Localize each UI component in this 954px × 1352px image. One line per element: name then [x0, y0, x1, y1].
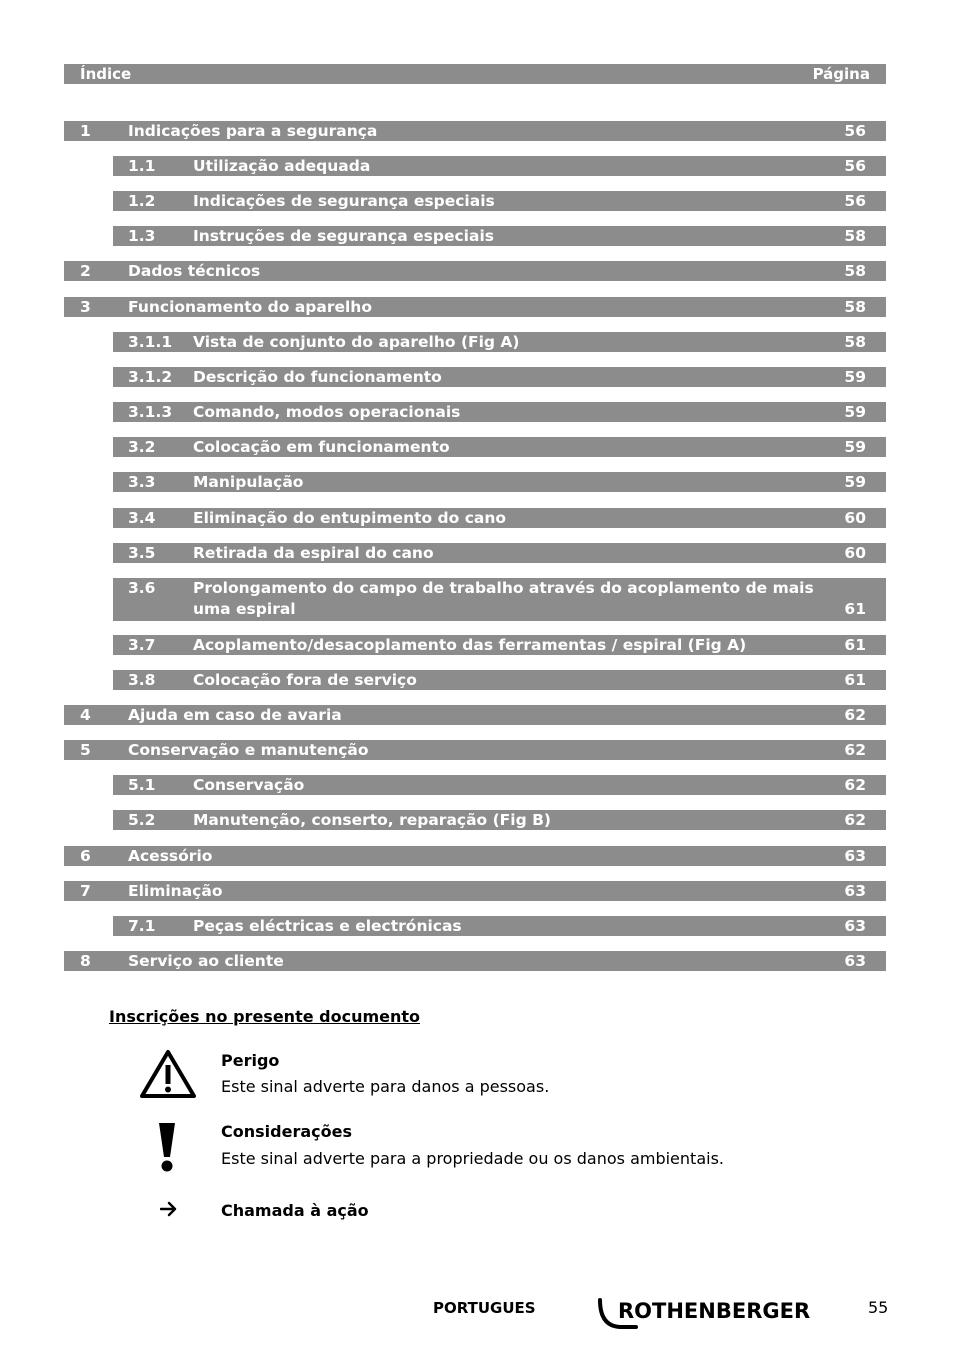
toc-page: 62 — [844, 741, 866, 759]
toc-num: 1.2 — [128, 192, 156, 210]
toc-title: Acessório — [128, 847, 213, 865]
toc-num: 5 — [80, 741, 91, 759]
toc-page: 62 — [844, 776, 866, 794]
toc-row[interactable] — [64, 297, 886, 317]
toc-row[interactable] — [64, 881, 886, 901]
toc-row[interactable] — [113, 578, 886, 621]
toc-num: 2 — [80, 262, 91, 280]
toc-row[interactable] — [64, 121, 886, 141]
toc-title: Vista de conjunto do aparelho (Fig A) — [193, 333, 520, 351]
toc-num: 5.1 — [128, 776, 156, 794]
toc-num: 5.2 — [128, 811, 156, 829]
toc-page: 61 — [844, 636, 866, 654]
toc-page: 60 — [844, 544, 866, 562]
toc-title: Acoplamento/desacoplamento das ferramentas / espiral (Fig A) — [193, 636, 747, 654]
toc-title: Eliminação — [128, 882, 223, 900]
toc-header-page: Página — [812, 65, 870, 83]
toc-num: 3.5 — [128, 544, 156, 562]
legend-considerations-title: Considerações — [221, 1122, 352, 1141]
toc-num: 1 — [80, 122, 91, 140]
toc-num: 3.2 — [128, 438, 156, 456]
footer-language: PORTUGUES — [433, 1299, 536, 1317]
toc-page: 62 — [844, 706, 866, 724]
toc-row[interactable] — [113, 670, 886, 690]
toc-header — [64, 64, 886, 84]
toc-title: Descrição do funcionamento — [193, 368, 442, 386]
toc-row[interactable] — [113, 472, 886, 492]
toc-title: Conservação — [193, 776, 305, 794]
toc-row[interactable] — [113, 226, 886, 246]
toc-title: Utilização adequada — [193, 157, 371, 175]
toc-row[interactable] — [113, 332, 886, 352]
toc-num: 7 — [80, 882, 91, 900]
page-number: 55 — [868, 1298, 889, 1317]
legend-danger-title: Perigo — [221, 1051, 280, 1070]
legend-heading: Inscrições no presente documento — [109, 1007, 421, 1026]
toc-title: Manutenção, conserto, reparação (Fig B) — [193, 811, 551, 829]
toc-row[interactable] — [64, 951, 886, 971]
toc-row[interactable] — [113, 156, 886, 176]
toc-row[interactable] — [113, 402, 886, 422]
toc-title: Dados técnicos — [128, 262, 261, 280]
toc-page: 63 — [844, 952, 866, 970]
toc-num: 3.7 — [128, 636, 156, 654]
toc-page: 58 — [844, 298, 866, 316]
toc-page: 59 — [844, 368, 866, 386]
toc-title: Instruções de segurança especiais — [193, 227, 494, 245]
toc-num: 3.1.2 — [128, 368, 173, 386]
brand-text: ROTHENBERGER — [618, 1299, 811, 1323]
toc-num: 1.3 — [128, 227, 156, 245]
toc-header-index: Índice — [80, 65, 132, 83]
toc-title: Funcionamento do aparelho — [128, 298, 372, 316]
toc-title: Serviço ao cliente — [128, 952, 284, 970]
toc-num: 3.1.3 — [128, 403, 173, 421]
toc-row[interactable] — [64, 261, 886, 281]
toc-row[interactable] — [113, 543, 886, 563]
toc-title: Indicações para a segurança — [128, 122, 378, 140]
toc-page: 59 — [844, 403, 866, 421]
toc-title: Peças eléctricas e electrónicas — [193, 917, 462, 935]
toc-page: 62 — [844, 811, 866, 829]
legend-considerations-text: Este sinal adverte para a propriedade ou os danos ambientais. — [221, 1149, 724, 1168]
toc-row[interactable] — [64, 740, 886, 760]
legend-action-title: Chamada à ação — [221, 1201, 369, 1220]
exclamation-icon — [156, 1121, 178, 1173]
toc-page: 58 — [844, 227, 866, 245]
warning-triangle-icon — [138, 1048, 198, 1100]
toc-page: 63 — [844, 882, 866, 900]
toc-row[interactable] — [113, 367, 886, 387]
toc-page: 59 — [844, 473, 866, 491]
toc-num: 6 — [80, 847, 91, 865]
toc-page: 63 — [844, 847, 866, 865]
toc-title: Colocação fora de serviço — [193, 671, 417, 689]
toc-row[interactable] — [64, 846, 886, 866]
toc-title: Conservação e manutenção — [128, 741, 369, 759]
toc-title: Comando, modos operacionais — [193, 403, 461, 421]
toc-num: 1.1 — [128, 157, 156, 175]
toc-title: Retirada da espiral do cano — [193, 544, 434, 562]
toc-num: 3.6 — [128, 579, 156, 597]
toc-row[interactable] — [113, 775, 886, 795]
toc-title: Prolongamento do campo de trabalho através do acoplamento de mais uma espiral — [193, 579, 814, 618]
toc-row[interactable] — [113, 810, 886, 830]
toc-num: 3 — [80, 298, 91, 316]
toc-title: Manipulação — [193, 473, 304, 491]
toc-page: 56 — [844, 122, 866, 140]
toc-title: Ajuda em caso de avaria — [128, 706, 342, 724]
toc-row[interactable] — [113, 191, 886, 211]
toc-page: 59 — [844, 438, 866, 456]
toc-page: 56 — [844, 192, 866, 210]
toc-row[interactable] — [113, 635, 886, 655]
toc-num: 7.1 — [128, 917, 156, 935]
toc-row[interactable] — [113, 916, 886, 936]
toc-title: Indicações de segurança especiais — [193, 192, 495, 210]
toc-title: Colocação em funcionamento — [193, 438, 450, 456]
arrow-right-icon — [160, 1201, 178, 1217]
toc-page: 56 — [844, 157, 866, 175]
toc-num: 3.4 — [128, 509, 156, 527]
toc-page: 63 — [844, 917, 866, 935]
toc-row[interactable] — [113, 437, 886, 457]
toc-page: 61 — [844, 600, 866, 618]
rothenberger-logo — [596, 1296, 836, 1332]
toc-num: 4 — [80, 706, 91, 724]
toc-page: 58 — [844, 333, 866, 351]
legend-danger-text: Este sinal adverte para danos a pessoas. — [221, 1077, 550, 1096]
toc-num: 3.8 — [128, 671, 156, 689]
toc-num: 3.1.1 — [128, 333, 173, 351]
toc-page: 61 — [844, 671, 866, 689]
toc-title: Eliminação do entupimento do cano — [193, 509, 507, 527]
toc-num: 8 — [80, 952, 91, 970]
toc-row[interactable] — [113, 508, 886, 528]
toc-page: 60 — [844, 509, 866, 527]
toc-page: 58 — [844, 262, 866, 280]
toc-row[interactable] — [64, 705, 886, 725]
toc-num: 3.3 — [128, 473, 156, 491]
